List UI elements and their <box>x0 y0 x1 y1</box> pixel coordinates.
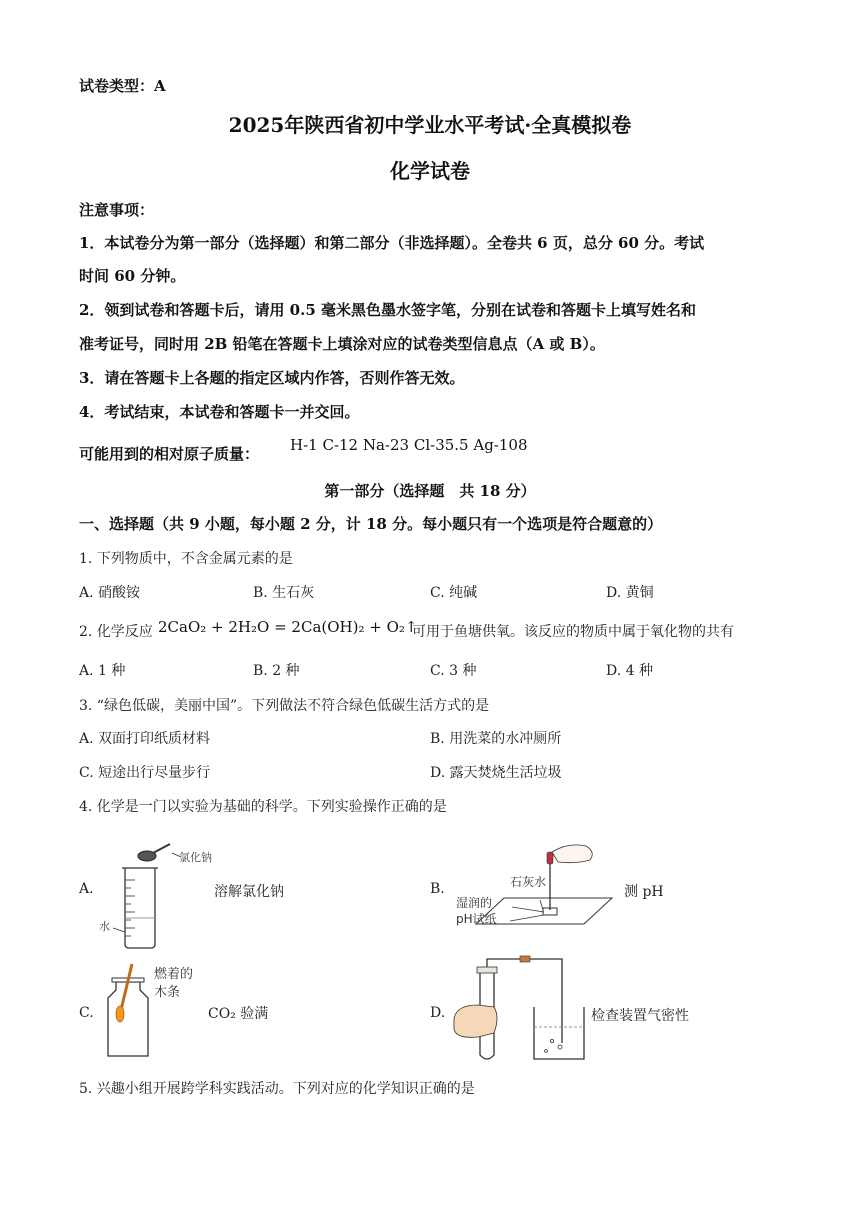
q3-option-a: A. 双面打印纸质材料 <box>79 731 211 747</box>
q2-stem-prefix: 2. 化学反应 <box>79 624 153 640</box>
q4-option-c-caption: CO₂ 验满 <box>208 1006 269 1022</box>
q2-option-d: D. 4 种 <box>606 663 653 679</box>
cylinder-figure <box>95 832 230 952</box>
q2-option-c: C. 3 种 <box>430 663 477 679</box>
q4-option-d-letter: D. <box>430 1005 446 1021</box>
q1-option-c: C. 纯碱 <box>430 585 478 601</box>
q4-option-a-letter: A. <box>79 881 94 897</box>
q4-option-b-caption: 测 pH <box>624 884 664 900</box>
q1-option-b: B. 生石灰 <box>253 585 315 601</box>
atomic-mass-label: 可能用到的相对原子质量： <box>79 445 260 463</box>
notice-line-6: 4．考试结束，本试卷和答题卡一并交回。 <box>79 403 360 421</box>
atomic-mass-values: H-1 C-12 Na-23 Cl-35.5 Ag-108 <box>290 436 528 454</box>
airtightness-figure <box>450 955 592 1067</box>
page-subtitle: 化学试卷 <box>390 159 470 183</box>
notice-line-5: 3．请在答题卡上各题的指定区域内作答，否则作答无效。 <box>79 369 465 387</box>
q2-stem-suffix: 可用于鱼塘供氧。该反应的物质中属于氧化物的共有 <box>412 624 734 640</box>
part-one-title: 第一部分（选择题 共 18 分） <box>324 482 536 500</box>
q4-option-b-letter: B. <box>430 881 445 897</box>
q3-option-c: C. 短途出行尽量步行 <box>79 765 211 781</box>
notice-heading: 注意事项： <box>79 201 155 219</box>
fig-a-label-water: 水 <box>99 920 110 933</box>
q4-option-d-caption: 检查装置气密性 <box>591 1008 689 1024</box>
gas-bottle-figure <box>98 960 208 1062</box>
notice-line-1: 1．本试卷分为第一部分（选择题）和第二部分（非选择题）。全卷共 6 页，总分 60 分。考试 <box>79 234 705 252</box>
section-one-title: 一、选择题（共 9 小题，每小题 2 分，计 18 分。每小题只有一个选项是符合题意的） <box>79 515 663 533</box>
fig-b-label-ph-paper: pH试纸 <box>456 912 497 926</box>
q4-option-a-caption: 溶解氯化钠 <box>214 884 284 900</box>
notice-line-3: 2．领到试卷和答题卡后，请用 0.5 毫米黑色墨水签字笔，分别在试卷和答题卡上填写姓名和 <box>79 301 696 319</box>
q1-option-d: D. 黄铜 <box>606 585 654 601</box>
notice-line-4: 准考证号，同时用 2B 铅笔在答题卡上填涂对应的试卷类型信息点（A 或 B）。 <box>79 335 605 353</box>
q1-option-a: A. 硝酸铵 <box>79 585 141 601</box>
fig-c-label-stick: 木条 <box>154 985 181 1000</box>
q1-stem: 1. 下列物质中，不含金属元素的是 <box>79 551 293 567</box>
q2-equation: 2CaO₂ + 2H₂O = 2Ca(OH)₂ + O₂↑ <box>158 618 418 636</box>
q5-stem: 5. 兴趣小组开展跨学科实践活动。下列对应的化学知识正确的是 <box>79 1081 475 1097</box>
ph-test-figure <box>446 838 618 938</box>
q2-option-a: A. 1 种 <box>79 663 126 679</box>
fig-a-label-nacl: 氯化钠 <box>179 851 212 864</box>
page-title: 2025年陕西省初中学业水平考试·全真模拟卷 <box>228 113 632 137</box>
q2-option-b: B. 2 种 <box>253 663 300 679</box>
q3-stem: 3. “绿色低碳，美丽中国”。下列做法不符合绿色低碳生活方式的是 <box>79 698 490 714</box>
fig-b-label-moist: 湿润的 <box>456 896 493 910</box>
q3-option-d: D. 露天焚烧生活垃圾 <box>430 765 562 781</box>
paper-type: 试卷类型：A <box>79 77 166 95</box>
q4-option-c-letter: C. <box>79 1005 94 1021</box>
q4-stem: 4. 化学是一门以实验为基础的科学。下列实验操作正确的是 <box>79 799 447 815</box>
q3-option-b: B. 用洗菜的水冲厕所 <box>430 731 562 747</box>
fig-c-label-burning: 燃着的 <box>154 967 194 982</box>
fig-b-label-limewater: 石灰水 <box>510 875 547 889</box>
notice-line-2: 时间 60 分钟。 <box>79 267 186 285</box>
